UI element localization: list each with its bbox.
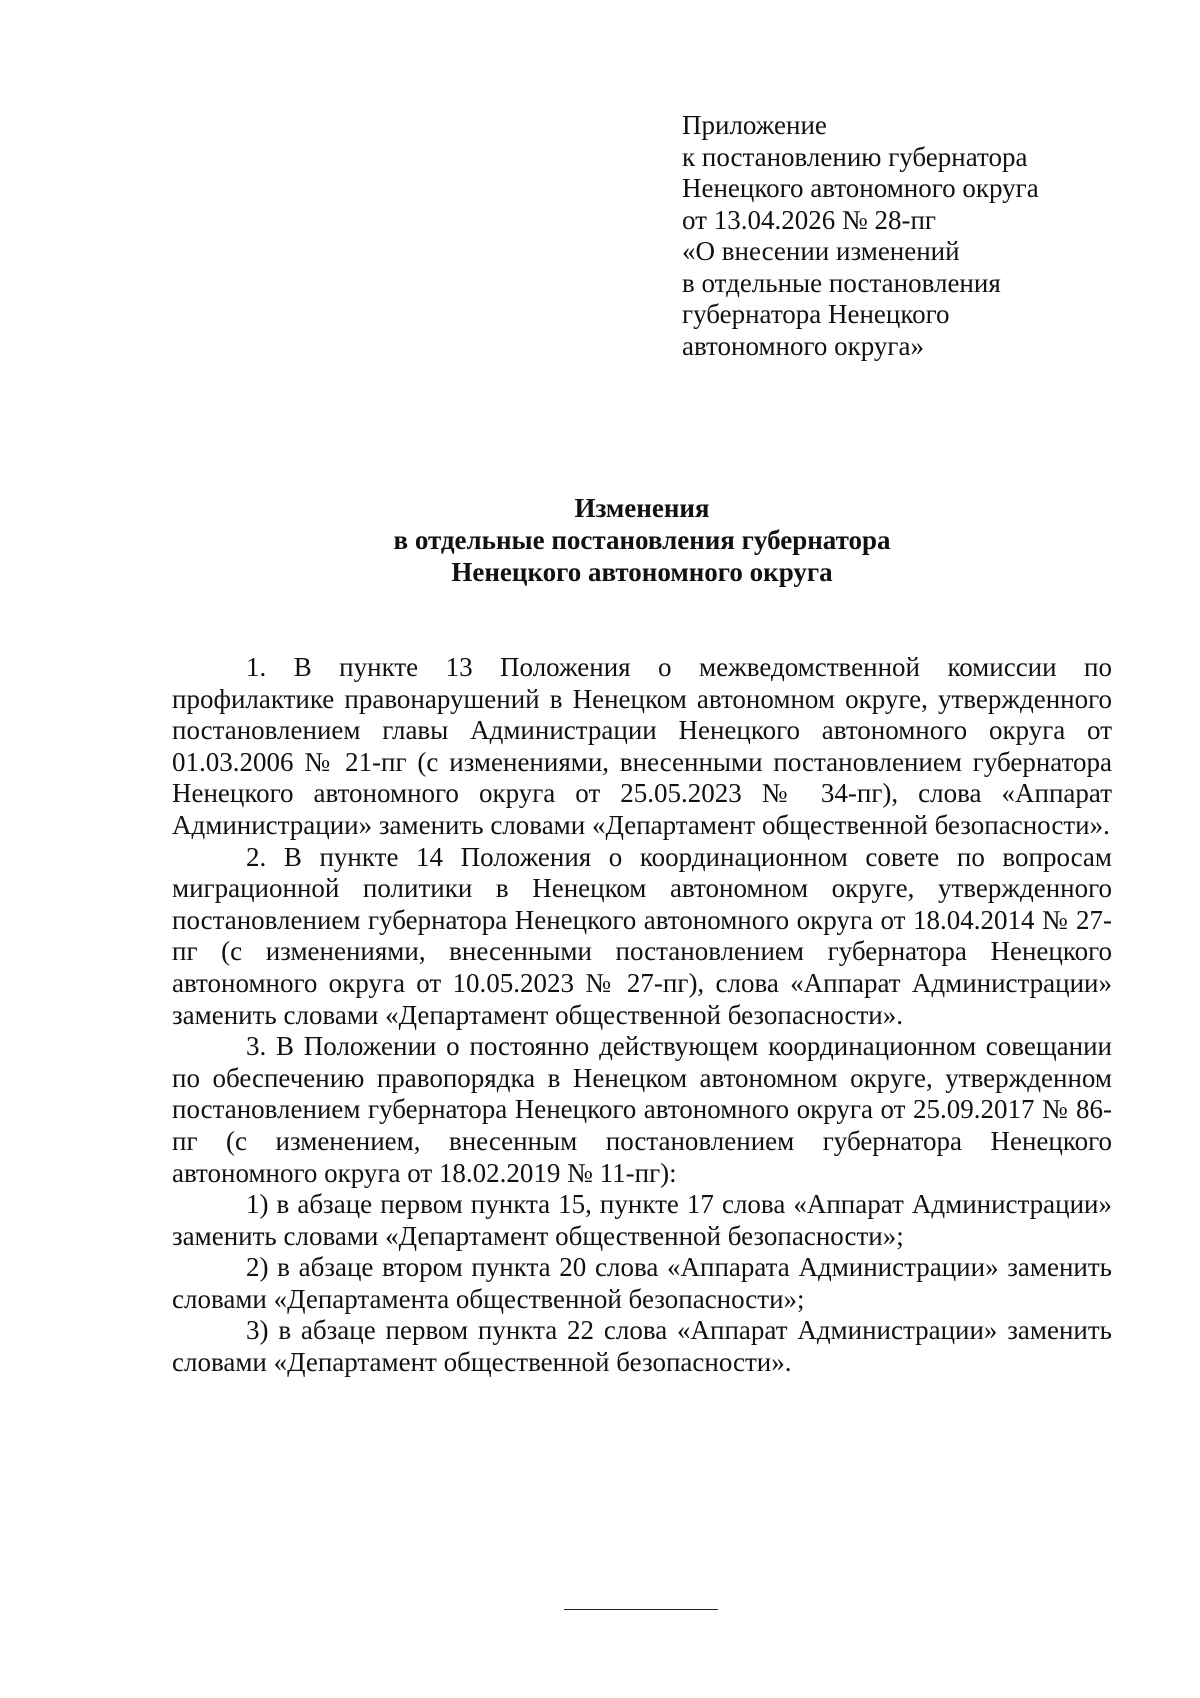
title-line: в отдельные постановления губернатора <box>393 525 891 555</box>
appendix-line: Приложение <box>682 110 827 140</box>
appendix-line: от 13.04.2026 № 28-пг <box>682 204 936 235</box>
appendix-header <box>682 110 1152 362</box>
document-title <box>172 492 1112 588</box>
subparagraph-item-1: 1) в абзаце первом пункта 15, пункте 17 слова «Аппарат Администрации» заменить словами «Департамент общественной безопасности»; <box>172 1189 1112 1251</box>
paragraph-item-3: 3. В Положении о постоянно действующем координационном совещании по обеспечению правопорядка в Ненецком автономном округе, утвержденном постановлением губернатора Ненецкого автономного округа от 25.09.2017 № 86-пг (с изменением, внесенным постановлением губернатора Ненецкого автономного округа от 18.02.2019 № 11-пг): <box>172 1031 1112 1188</box>
appendix-line: «О внесении изменений <box>682 236 960 266</box>
subparagraph-item-3: 3) в абзаце первом пункта 22 слова «Аппарат Администрации» заменить словами «Департамент общественной безопасности». <box>172 1315 1112 1378</box>
end-separator-line <box>564 1609 718 1610</box>
appendix-line: Ненецкого автономного округа <box>682 173 1039 203</box>
paragraph-item-2: 2. В пункте 14 Положения о координационном совете по вопросам миграционной политики в Ненецком автономном округе, утвержденного постановлением губернатора Ненецкого автономного округа от 18.04.2014 № 27-пг (с изменениями, внесенными постановлением губернатора Ненецкого автономного округа от 10.05.2023 № 27-пг), слова «Аппарат Администрации» заменить словами «Департамент общественной безопасности». <box>172 841 1112 1030</box>
appendix-line: губернатора Ненецкого <box>682 299 950 329</box>
subparagraph-item-2: 2) в абзаце втором пункта 20 слова «Аппарата Администрации» заменить словами «Департамента общественной безопасности»; <box>172 1252 1112 1314</box>
document-body <box>172 652 1112 1379</box>
title-line: Изменения <box>574 493 710 523</box>
appendix-line: к постановлению губернатора <box>682 141 1028 172</box>
paragraph-item-1: 1. В пункте 13 Положения о межведомственной комиссии по профилактике правонарушений в Ненецком автономном округе, утвержденного постановлением главы Администрации Ненецкого автономного округа от 01.03.2006 № 21-пг (с изменениями, внесенными постановлением губернатора Ненецкого автономного округа от 25.05.2023 № 34-пг), слова «Аппарат Администрации» заменить словами «Департамент общественной безопасности». <box>172 652 1112 840</box>
title-line: Ненецкого автономного округа <box>451 557 833 587</box>
appendix-line: автономного округа» <box>682 330 924 361</box>
appendix-line: в отдельные постановления <box>682 267 1001 298</box>
